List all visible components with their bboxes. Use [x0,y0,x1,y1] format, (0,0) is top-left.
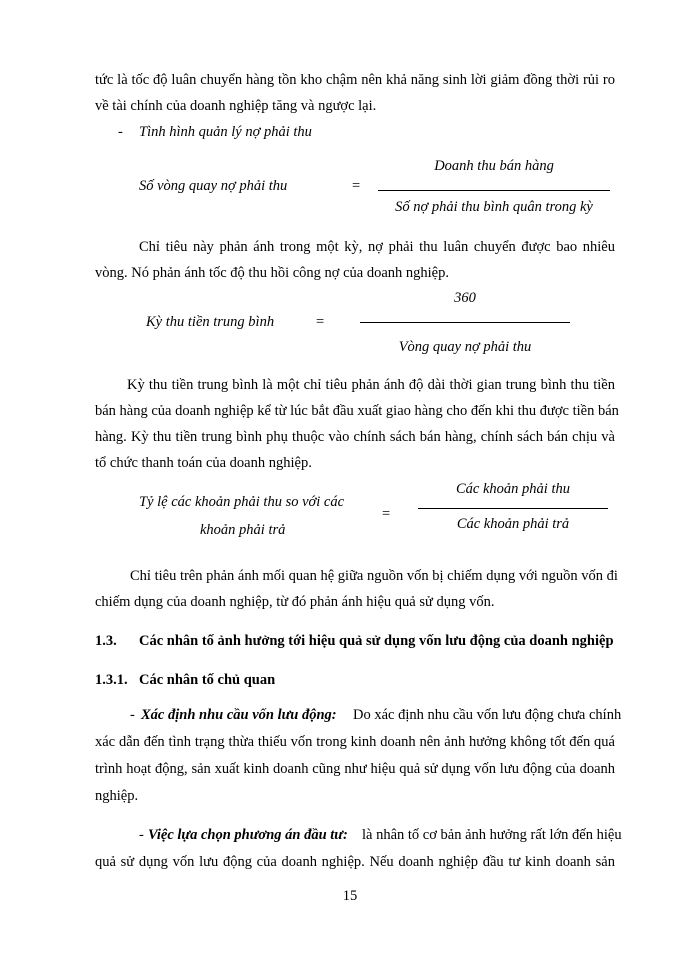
formula2-fraction-bar [360,322,570,323]
item-need-dash: - [130,707,135,723]
formula3-numerator: Các khoản phải thu [456,481,570,497]
formula1-denominator: Số nợ phải thu bình quân trong kỳ [395,199,593,215]
formula1-fraction-bar [378,190,610,191]
para2-line-3: hàng. Kỳ thu tiền trung bình phụ thuộc vào chính sách bán hàng, chính sách bán chịu và [95,429,615,445]
formula2-numerator: 360 [454,290,476,306]
section-heading-number: 1.3. [95,633,117,649]
item-need-line-3: trình hoạt động, sản xuất kinh doanh cũng như hiệu quả sử dụng vốn lưu động của doanh [95,761,615,777]
section-heading-title: Các nhân tố ảnh hưởng tới hiệu quả sử dụng vốn lưu động của doanh nghiệp [139,633,614,649]
subsection-heading-number: 1.3.1. [95,672,128,688]
para2-line-1: Kỳ thu tiền trung bình là một chỉ tiêu phản ánh độ dài thời gian trung bình thu tiền [127,377,615,393]
formula3-denominator: Các khoản phải trả [456,516,570,532]
bullet-dash: - [118,124,123,140]
formula3-label-line-2: khoản phải trả [200,522,286,538]
bullet-receivables-title: Tình hình quản lý nợ phải thu [139,124,312,140]
formula3-equals: = [382,506,391,522]
intro-line-2: về tài chính của doanh nghiệp tăng và ngược lại. [95,98,377,114]
item-need-line-1: Do xác định nhu cầu vốn lưu động chưa chính [353,707,622,723]
para2-line-4: tổ chức thanh toán của doanh nghiệp. [95,455,312,471]
para3-line-1: Chỉ tiêu trên phản ánh mối quan hệ giữa nguồn vốn bị chiếm dụng với nguồn vốn đi [130,568,618,584]
item-need-line-4: nghiệp. [95,788,139,804]
formula3-fraction-bar [418,508,608,509]
item-invest-dash: - [139,827,144,843]
para3-line-2: chiếm dụng của doanh nghiệp, từ đó phản ánh hiệu quả sử dụng vốn. [95,594,495,610]
para1-line-2: vòng. Nó phản ánh tốc độ thu hồi công nợ của doanh nghiệp. [95,265,449,281]
para2-line-2: bán hàng của doanh nghiệp kể từ lúc bắt đầu xuất giao hàng cho đến khi thu được tiền bán [95,403,619,419]
formula3-label-line-1: Tỷ lệ các khoản phải thu so với các [139,494,345,510]
formula1-numerator: Doanh thu bán hàng [434,158,554,174]
item-need-term: Xác định nhu cầu vốn lưu động: [141,707,337,723]
page-number: 15 [342,888,358,904]
item-invest-line-2: quả sử dụng vốn lưu động của doanh nghiệp. Nếu doanh nghiệp đầu tư kinh doanh sản [95,854,615,870]
item-invest-term: Việc lựa chọn phương án đầu tư: [148,827,348,843]
formula2-label: Kỳ thu tiền trung bình [146,314,275,330]
formula2-denominator: Vòng quay nợ phải thu [398,339,532,355]
subsection-heading-title: Các nhân tố chủ quan [139,672,276,688]
intro-line-1: tức là tốc độ luân chuyển hàng tồn kho chậm nên khả năng sinh lời giảm đồng thời rủi ro [95,72,615,88]
item-need-line-2: xác dẫn đến tình trạng thừa thiếu vốn trong kinh doanh nên ảnh hưởng không tốt đến quá [95,734,615,750]
formula2-equals: = [316,314,325,330]
formula1-equals: = [352,178,361,194]
item-invest-line-1: là nhân tố cơ bản ảnh hưởng rất lớn đến hiệu [362,827,622,843]
formula1-label: Số vòng quay nợ phải thu [139,178,288,194]
para1-line-1: Chỉ tiêu này phản ánh trong một kỳ, nợ phải thu luân chuyển được bao nhiêu [139,239,615,255]
